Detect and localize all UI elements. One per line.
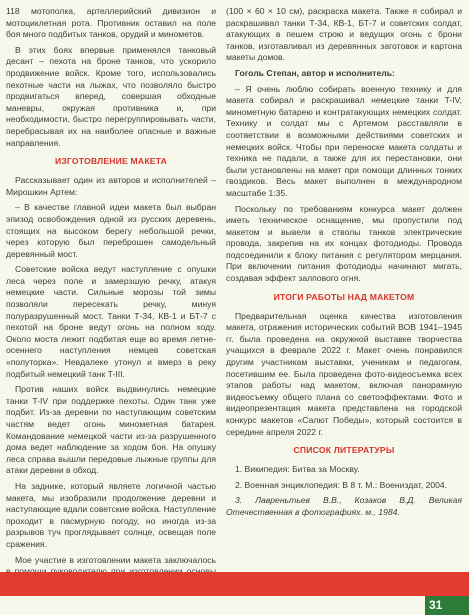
left-paragraph-7: На заднике, который являете логичной частью макета, мы изобразили продолжение деревни и наступающие вдали советские войска. Наступление проходит в пасмурную погоду, но иногда из-за разрывов туч проглядывает солнце, освещая поле сражения.	[6, 480, 216, 549]
reference-item-1: 1. Википедия: Битва за Москву.	[235, 464, 360, 475]
right-paragraph-author: Гоголь Степан, автор и исполнитель:	[235, 67, 395, 78]
right-paragraph-1: (100 × 60 × 10 см), раскраска макета. Также я собирал и раскрашивал танки Т-34, КВ-1, БТ-7 и советских солдат, атакующих в пешем строю и ведущих огонь с брони танков, изготавливал из деревянных заготовок и картона макеты домов.	[226, 6, 462, 63]
left-paragraph-3: Рассказывает один из авторов и исполнителей – Мирошкин Артем:	[6, 175, 216, 197]
left-paragraph-6: Против наших войск выдвинулись немецкие танки T-IV при поддержке пехоты. Один танк уже подбит. Из-за деревни по наступающим советским частям ведет огонь минометная батарея. Командование немецкой части из-за разрушенного дома ведет наблюдение за ходом боя. На опушку леса справа вышли передовые лыжные группы для атаки деревни в обход.	[6, 384, 216, 476]
left-paragraph-1: 118 мотополка, артеллерийский дивизион и мотоциклетная рота. Противник оставил на поле боя много подбитых танков, орудий и минометов.	[6, 6, 216, 40]
right-column	[226, 6, 462, 523]
left-paragraph-5: Советские войска ведут наступление с опушки леса через поле и замерзшую речку, атакуя немецкие части. Сильные морозы той зимы позволяли пересекать речку, минуя полуразрушенный мост. Танки Т-34, КВ-1 и БТ-7 с пехотой на броне ведут огонь на полном ходу. Около моста лежит подбитая еще во время летне-осеннего наступления немцев советская «полуторка». Невдалеке утонул и вмерз в реку подбитый немецкий танк T-III.	[6, 264, 216, 379]
left-paragraph-2: В этих боях впервые применялся танковый десант – пехота на броне танков, что ускорило продвижение войск. Кроме того, использовались пехотные части на лыжах, что позволяло быстро продвигаться вперед, совершая обходные маневры, окружая противника и, при необходимости, быстро перегруппировывать части, перебрасывая их на наиболее опасные и важные направления.	[6, 44, 216, 148]
right-paragraph-3: – Я очень люблю собирать военную технику и для макета собирал и раскрашивал немецкие танки T-IV, минометную батарею и контратакующих немецких солдат. Технику и солдат мы с Артемом расставляли в соответствии в возможными действиями советских и немецких войск. Чтобы при переноске макета солдаты и техника не падали, а также для их перестановки, они были установлены на макет при помощи длинных тонких гвоздиков. Весь макет выполнен в международном масштабе 1:35.	[226, 83, 462, 198]
left-column	[6, 6, 216, 593]
left-paragraph-4: – В качестве главной идеи макета был выбран эпизод освобождения одной из русских деревень, стоящих на высоком берегу небольшой речки, через которую был переброшен самодельный деревянный мост.	[6, 202, 216, 259]
heading-references: СПИСОК ЛИТЕРАТУРЫ	[293, 445, 395, 456]
right-paragraph-4: Поскольку по требованиям конкурса макет должен иметь техническое оснащение, мы пропустили под макетом и вывели в стволы танков электрические провода, закрепив на их концах фотодиоды. Провода подсоединили к блоку питания с регулятором мерцания. При включении питания фотодиоды начинают мигать, создавая эффект залпового огня.	[226, 203, 462, 284]
reference-item-2: 2. Военная энциклопедия: В 8 т. М.: Воениздат, 2004.	[235, 479, 448, 490]
page-number: 31	[429, 598, 443, 612]
heading-making: ИЗГОТОВЛЕНИЕ МАКЕТА	[54, 156, 168, 167]
left-paragraph-8: Мое участие в изготовлении макета заключалось	[15, 554, 216, 565]
reference-item-3: 3. Лавреньтьев В.В., Козаков В.Д. Великая Отечественная в фотографиях. м., 1984.	[226, 495, 462, 517]
references-list	[226, 464, 462, 518]
footer-red-bar	[0, 572, 469, 596]
right-paragraph-5: Предварительная оценка качества изготовления макета, отражения исторических событий ВОВ 1941–1945 гг. была проведена на окружной выставке творчества учащихся в феврале 2022 г. Макет очень понравился другим участникам выставки, ученикам и педагогам, посетившим ее. Была проведена фото-видеосъемка всех этапов работы над макетом, включая панорамную видеосъемку общего плана со светоэффектами. Фото и видеопрезентация макета представлена на городской конкурс макетов «Салют Победы», который состоится в середине апреля 2022 г.	[226, 310, 462, 437]
heading-results: ИТОГИ РАБОТЫ НАД МАКЕТОМ	[273, 291, 415, 302]
